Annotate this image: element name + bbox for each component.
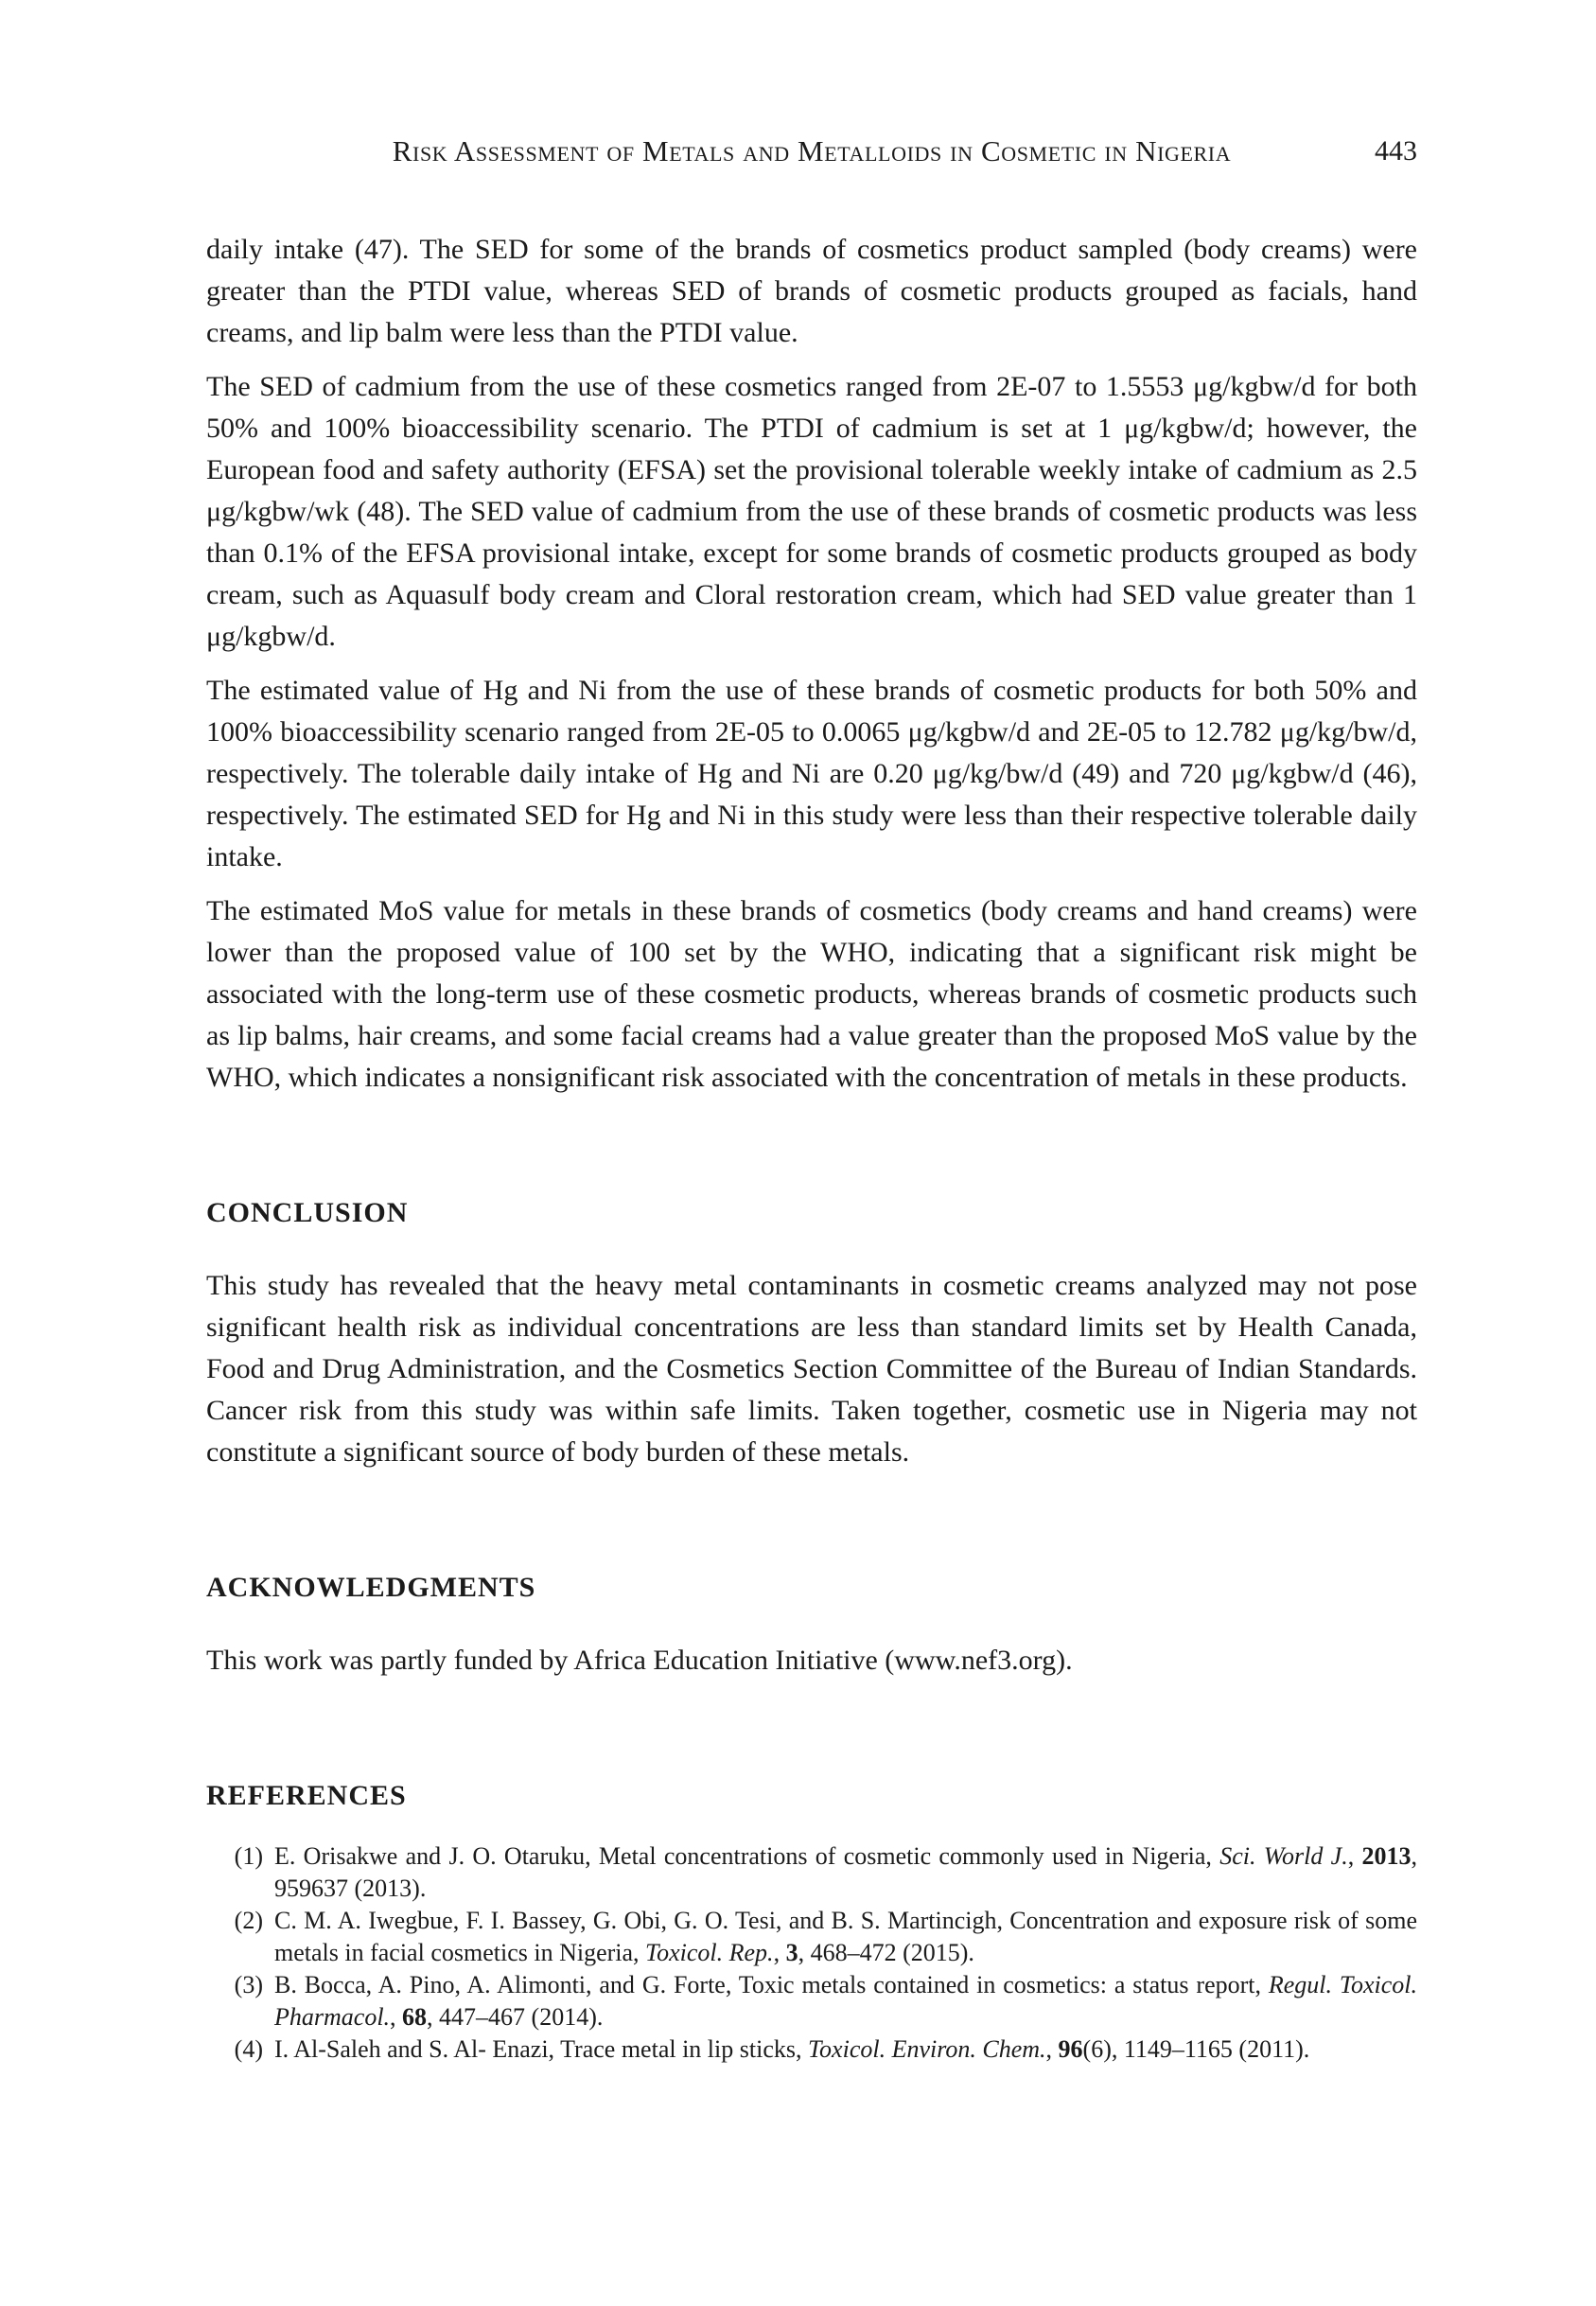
reference-pages-year: , 959637 (2013). — [274, 1842, 1417, 1902]
conclusion-section — [206, 1265, 1417, 1473]
body-paragraph: The estimated MoS value for metals in these brands of cosmetics (body creams and hand creams) were lower than the proposed value of 100 set by the WHO, indicating that a significant risk might be associated with the long-term use of these cosmetic products, whereas brands of cosmetic products such as lip balms, hair creams, and some facial creams had a value greater than the proposed MoS value by the WHO, which indicates a nonsignificant risk associated with the concentration of metals in these products. — [206, 895, 1417, 1093]
reference-text — [274, 2033, 1417, 2066]
acknowledgments-heading: ACKNOWLEDGMENTS — [206, 1572, 536, 1603]
reference-label: (3) — [234, 1971, 263, 1998]
reference-pages-year: , 447–467 (2014). — [427, 2003, 604, 2031]
running-head-title: Risk Assessment of Metals and Metalloids in Cosmetic in Nigeria — [392, 134, 1232, 167]
conclusion-heading: CONCLUSION — [206, 1197, 409, 1228]
body-paragraph: The estimated value of Hg and Ni from the use of these brands of cosmetic products for both 50% and 100% bioaccessibility scenario ranged from 2E-05 to 0.0065 μg/kgbw/d and 2E-05 to 12.782 μg/kg/bw/d, respectively. The tolerable daily intake of Hg and Ni are 0.20 μg/kg/bw/d (49) and 720 μg/kgbw/d (46), respectively. The estimated SED for Hg and Ni in this study were less than their respective tolerable daily intake. — [206, 675, 1417, 872]
reference-separator: , — [390, 2003, 403, 2031]
reference-text — [274, 1905, 1417, 1969]
reference-item — [219, 1969, 1417, 2033]
reference-text — [274, 1969, 1417, 2033]
reference-separator: , — [1045, 2035, 1059, 2063]
reference-authors-title: E. Orisakwe and J. O. Otaruku, Metal concentrations of cosmetic commonly used in Nigeria, — [274, 1842, 1220, 1870]
reference-authors-title: B. Bocca, A. Pino, A. Alimonti, and G. Forte, Toxic metals contained in cosmetics: a status report, — [274, 1971, 1269, 1998]
reference-label: (2) — [234, 1907, 263, 1934]
reference-volume: 96 — [1058, 2035, 1083, 2063]
reference-label: (1) — [234, 1842, 263, 1870]
reference-authors-title: C. M. A. Iwegbue, F. I. Bassey, G. Obi, G. O. Tesi, and B. S. Martincigh, Concentration and exposure risk of some metals in facial cosmetics in Nigeria, — [274, 1907, 1417, 1966]
page-content — [206, 229, 1417, 2066]
reference-volume: 3 — [785, 1939, 798, 1966]
reference-authors-title: I. Al-Saleh and S. Al- Enazi, Trace metal in lip sticks, — [274, 2035, 808, 2063]
reference-journal: Toxicol. Environ. Chem. — [807, 2035, 1046, 2063]
reference-pages-year: (6), 1149–1165 (2011). — [1082, 2035, 1310, 2063]
body-text — [206, 229, 1417, 1099]
reference-volume: 2013 — [1361, 1842, 1412, 1870]
acknowledgments-paragraph: This work was partly funded by Africa Education Initiative (www.nef3.org). — [206, 1645, 1073, 1676]
reference-pages-year: , 468–472 (2015). — [798, 1939, 974, 1966]
acknowledgments-section — [206, 1640, 1417, 1681]
conclusion-paragraph: This study has revealed that the heavy metal contaminants in cosmetic creams analyzed may not pose significant health risk as individual concentrations are less than standard limits set by Health Canada, Food and Drug Administration, and the Cosmetics Section Committee of the Bureau of Indian Standards. Cancer risk from this study was within safe limits. Taken together, cosmetic use in Nigeria may not constitute a significant source of body burden of these metals. — [206, 1270, 1417, 1468]
reference-item — [219, 1840, 1417, 1905]
reference-text — [274, 1840, 1417, 1905]
references-list — [206, 1840, 1417, 2066]
page-number: 443 — [1375, 135, 1417, 167]
reference-label: (4) — [234, 2035, 263, 2063]
references-heading: REFERENCES — [206, 1780, 407, 1811]
body-paragraph: daily intake (47). The SED for some of the brands of cosmetics product sampled (body creams) were greater than the PTDI value, whereas SED of brands of cosmetic products grouped as facials, hand creams, and lip balm were less than the PTDI value. — [206, 234, 1417, 348]
reference-journal: Toxicol. Rep. — [645, 1939, 774, 1966]
reference-item — [219, 1905, 1417, 1969]
reference-volume: 68 — [402, 2003, 428, 2031]
reference-journal: Sci. World J. — [1219, 1842, 1348, 1870]
reference-journal: Regul. Toxicol. Pharmacol. — [274, 1971, 1417, 2031]
reference-separator: , — [773, 1939, 786, 1966]
reference-item — [219, 2033, 1417, 2066]
running-head — [206, 134, 1417, 168]
reference-separator: , — [1347, 1842, 1362, 1870]
body-paragraph: The SED of cadmium from the use of these cosmetics ranged from 2E-07 to 1.5553 μg/kgbw/d for both 50% and 100% bioaccessibility scenario. The PTDI of cadmium is set at 1 μg/kgbw/d; however, the European food and safety authority (EFSA) set the provisional tolerable weekly intake of cadmium as 2.5 μg/kgbw/wk (48). The SED value of cadmium from the use of these brands of cosmetic products was less than 0.1% of the EFSA provisional intake, except for some brands of cosmetic products grouped as body cream, such as Aquasulf body cream and Cloral restoration cream, which had SED value greater than 1 μg/kgbw/d. — [206, 371, 1417, 652]
